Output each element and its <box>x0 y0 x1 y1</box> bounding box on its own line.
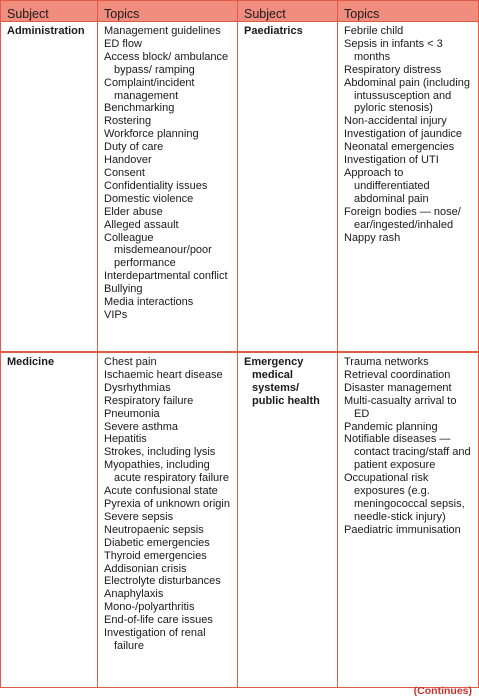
topic-item: Elder abuse <box>104 205 163 218</box>
topic-item: Investigation of jaundice <box>344 128 463 141</box>
topic-item: Hepatitis <box>104 433 147 446</box>
subject-cell <box>1 353 97 687</box>
subject-medicine: Medicine <box>7 356 55 368</box>
topic-item: ED flow <box>104 37 142 50</box>
topic-item: Nappy rash <box>344 231 401 244</box>
topic-item: Anaphylaxis <box>104 588 164 601</box>
topics-list-administration <box>104 25 233 322</box>
table-row <box>1 352 478 688</box>
subject-cell <box>237 22 337 351</box>
topics-cell <box>337 22 478 351</box>
topic-item: Notifiable diseases — contact tracing/staff and patient exposure <box>344 433 471 472</box>
header-subject-2: Subject <box>237 1 337 21</box>
header-topics-1: Topics <box>97 1 237 21</box>
topics-list-emergency-systems <box>344 356 474 537</box>
topic-item: Investigation of renal failure <box>104 627 206 652</box>
topic-item: Multi-casualty arrival to ED <box>344 394 457 420</box>
table-header-row <box>1 1 478 21</box>
topic-item: Foreign bodies — nose/ ear/ingested/inhaled <box>344 205 461 231</box>
topics-cell <box>337 353 478 687</box>
topic-item: Non-accidental injury <box>344 115 447 128</box>
topic-item: Retrieval coordination <box>344 368 451 381</box>
topics-list-medicine <box>104 356 233 653</box>
topic-item: Management guidelines <box>104 25 221 37</box>
topic-item: VIPs <box>104 308 128 321</box>
topic-item: Acute confusional state <box>104 485 218 498</box>
topic-item: Electrolyte disturbances <box>104 575 221 588</box>
topic-item: Diabetic emergencies <box>104 536 210 549</box>
topic-item: Respiratory distress <box>344 63 442 76</box>
topic-item: Mono-/polyarthritis <box>104 601 195 614</box>
topics-list-paediatrics <box>344 25 474 244</box>
header-topics-2: Topics <box>337 1 478 21</box>
topic-item: Bullying <box>104 283 143 296</box>
topic-item: Domestic violence <box>104 192 194 205</box>
topic-item: Paediatric immunisation <box>344 523 461 536</box>
topic-item: Workforce planning <box>104 128 199 141</box>
topic-item: Chest pain <box>104 356 157 368</box>
table-row <box>1 21 478 352</box>
topic-item: Thyroid emergencies <box>104 549 207 562</box>
topic-item: Severe sepsis <box>104 510 174 523</box>
subject-administration: Administration <box>7 25 85 37</box>
topic-item: Strokes, including lysis <box>104 446 216 459</box>
topic-item: Alleged assault <box>104 218 179 231</box>
topic-item: Sepsis in infants < 3 months <box>344 37 443 63</box>
topics-cell <box>97 353 237 687</box>
topic-item: Respiratory failure <box>104 394 194 407</box>
topics-cell <box>97 22 237 351</box>
topic-item: Complaint/incident management <box>104 76 195 102</box>
topic-item: Investigation of UTI <box>344 154 439 167</box>
topic-item: Interdepartmental conflict <box>104 270 228 283</box>
subject-line: systems/ <box>252 381 300 394</box>
topic-item: Occupational risk exposures (e.g. meningococcal sepsis, needle-stick injury) <box>344 472 465 523</box>
subject-line: Emergency <box>244 356 304 368</box>
topic-item: Neutropaenic sepsis <box>104 523 204 536</box>
topic-item: Myopathies, including acute respiratory failure <box>104 459 229 485</box>
topic-item: Confidentiality issues <box>104 179 208 192</box>
subject-paediatrics: Paediatrics <box>244 25 303 37</box>
header-subject-1: Subject <box>7 7 49 21</box>
subject-cell <box>1 22 97 351</box>
topic-item: Ischaemic heart disease <box>104 368 223 381</box>
topic-item: Pneumonia <box>104 407 160 420</box>
topic-item: Colleague misdemeanour/poor performance <box>104 231 212 270</box>
topic-item: Handover <box>104 154 152 167</box>
topic-item: Consent <box>104 166 145 179</box>
topic-item: Rostering <box>104 115 152 128</box>
topic-item: End-of-life care issues <box>104 614 213 627</box>
topic-item: Duty of care <box>104 141 164 154</box>
subject-line: public health <box>252 394 320 407</box>
topic-item: Media interactions <box>104 296 194 309</box>
topic-item: Benchmarking <box>104 102 175 115</box>
topic-item: Abdominal pain (including intussusception and pyloric stenosis) <box>344 76 470 115</box>
topic-item: Severe asthma <box>104 420 178 433</box>
subject-cell <box>237 353 337 687</box>
topic-item: Approach to undifferentiated abdominal pain <box>344 166 430 205</box>
topic-item: Neonatal emergencies <box>344 141 455 154</box>
subject-line: medical <box>252 368 293 381</box>
topic-item: Febrile child <box>344 25 404 37</box>
topic-item: Disaster management <box>344 381 452 394</box>
topic-item: Pyrexia of unknown origin <box>104 497 230 510</box>
topic-item: Pandemic planning <box>344 420 438 433</box>
topic-item: Trauma networks <box>344 356 429 368</box>
topic-item: Access block/ ambulance bypass/ ramping <box>104 50 229 76</box>
topic-item: Dysrhythmias <box>104 381 171 394</box>
continues-note: (Continues) <box>413 685 472 697</box>
topic-item: Addisonian crisis <box>104 562 187 575</box>
